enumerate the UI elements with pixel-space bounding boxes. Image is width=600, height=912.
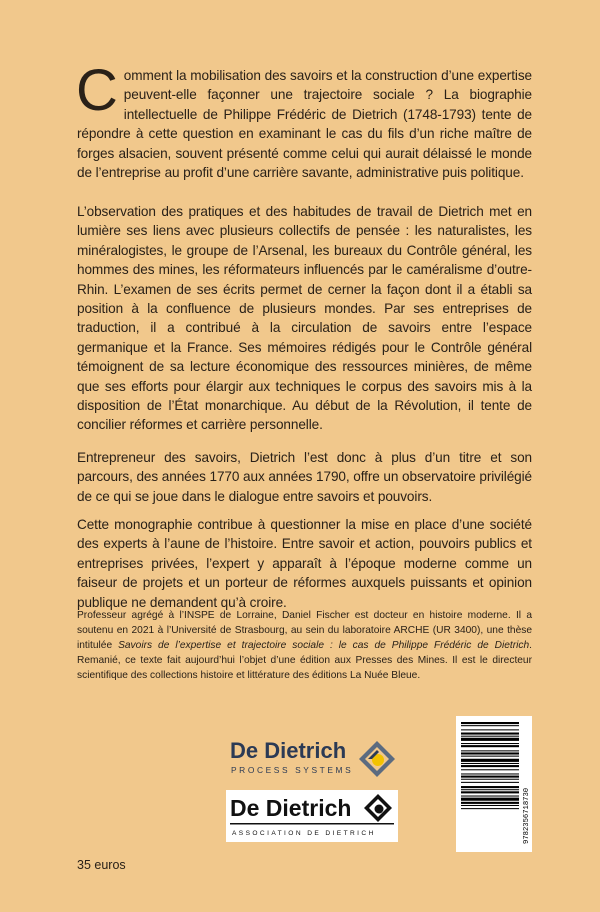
barcode-bar <box>461 756 519 757</box>
de-dietrich-process-systems-logo <box>229 735 397 785</box>
diamond-emblem-icon <box>364 794 392 822</box>
barcode-bar <box>461 789 519 790</box>
barcode-bar <box>461 736 519 737</box>
barcode-bar <box>461 759 519 762</box>
paragraph-monograph: Cette monographie contribue à questionner la mise en place d’une société des experts à l’aune de l’histoire. Entre savoir et action, pouvoirs publics et entreprises privées, l’expert y apparaît à l’époque moderne comme un faiseur de projets et un porteur de réformes auxquels puissants et opinion publique ne demandent qu’à croire. <box>77 517 532 610</box>
barcode-bar <box>461 729 519 730</box>
barcode-bar <box>461 782 519 783</box>
barcode-bar <box>461 745 519 747</box>
barcode-bar <box>461 786 519 788</box>
barcode-bar <box>461 791 519 793</box>
barcode-bar <box>461 743 519 744</box>
barcode-bar <box>461 798 519 801</box>
logo2-subtitle: ASSOCIATION DE DIETRICH <box>232 830 376 837</box>
barcode-bar <box>461 808 519 809</box>
association-de-dietrich-logo <box>226 790 398 842</box>
paragraph-entrepreneur: Entrepreneur des savoirs, Dietrich l’est donc à plus d’un titre et son parcours, des années 1770 aux années 1790, offre un observatoire privilégié de ce qui se joue dans le dialogue entre savoirs et pouvoirs. <box>77 450 532 504</box>
logo1-name: De Dietrich <box>230 738 347 763</box>
paragraph-intro-text: omment la mobilisation des savoirs et la construction d’une expertise peuvent-elle façonner une trajectoire sociale ? La biographie intellectuelle de Philippe Frédéric de Dietrich (1748-1793) tente de répondre à cette question en examinant le cas du fils d’un riche maître de forges alsacien, souvent présenté comme celui qui aurait délaissé le monde de l’entreprise au profit d’une carrière savante, administrative puis politique. <box>77 68 532 181</box>
barcode-bar <box>461 773 519 774</box>
barcode-icon <box>456 716 532 852</box>
barcode-bar <box>461 805 519 806</box>
barcode-bar <box>461 725 519 726</box>
barcode-bar <box>461 776 519 778</box>
barcode-bar <box>461 802 519 804</box>
barcode-bar <box>461 722 519 724</box>
diamond-emblem-icon <box>359 741 395 777</box>
barcode-bar <box>461 769 519 770</box>
logo1-subtitle: PROCESS SYSTEMS <box>231 765 354 775</box>
barcode-bar <box>461 765 519 767</box>
barcode-bar <box>461 763 519 764</box>
author-bio-part2: . Remanié, ce texte fait aujourd’hui l’objet d’une édition aux Presses des Mines. Il est le directeur scientifique des collections histoire et littérature des éditions La Nuée Bleue. <box>77 640 532 681</box>
barcode-bar <box>461 750 519 751</box>
barcode-number: 9782356718730 <box>523 787 531 844</box>
barcode-bar <box>461 796 519 797</box>
author-bio-part1: Professeur agrégé à l’INSPE de Lorraine, Daniel Fischer est docteur en histoire moderne. Il a soutenu en 2021 à l’Université de Strasbourg, au sein du laboratoire ARCHE (UR 3400), une thèse intitulée <box>77 610 532 651</box>
author-bio <box>77 608 532 683</box>
thesis-title: Savoirs de l’expertise et trajectoire sociale : le cas de Philippe Frédéric de Dietrich <box>118 640 530 651</box>
price: 35 euros <box>77 858 126 872</box>
paragraph-observation: L’observation des pratiques et des habitudes de travail de Dietrich met en lumière ses liens avec plusieurs collectifs de pensée : les naturalistes, les minéralogistes, le groupe de l’Arsenal, les bureaux du Contrôle général, les hommes des mines, les réformateurs influencés par le caméralisme d’outre-Rhin. L’examen de ses écrits permet de cerner la façon dont il a établi sa position à la confluence de plusieurs mondes. Par ses entreprises de traduction, il a contribué à la circulation de savoirs entre l’espace germanique et la France. Ses mémoires rédigés pour le Contrôle général témoignent de sa lecture économique des ressources minières, de même que ses efforts pour élargir aux techniques le corpus des savoirs mis à la disposition de l’État monarchique. Au début de la Révolution, il tente de concilier réformes et carrière personnelle. <box>77 204 532 433</box>
paragraph-intro <box>76 58 532 182</box>
barcode-bar <box>461 779 519 780</box>
barcode-bar <box>461 733 519 735</box>
logo2-name: De Dietrich <box>230 795 352 821</box>
barcode-bar <box>461 738 519 741</box>
drop-cap: C <box>76 58 118 123</box>
barcode-bar <box>461 752 519 754</box>
isbn-barcode <box>456 716 532 852</box>
